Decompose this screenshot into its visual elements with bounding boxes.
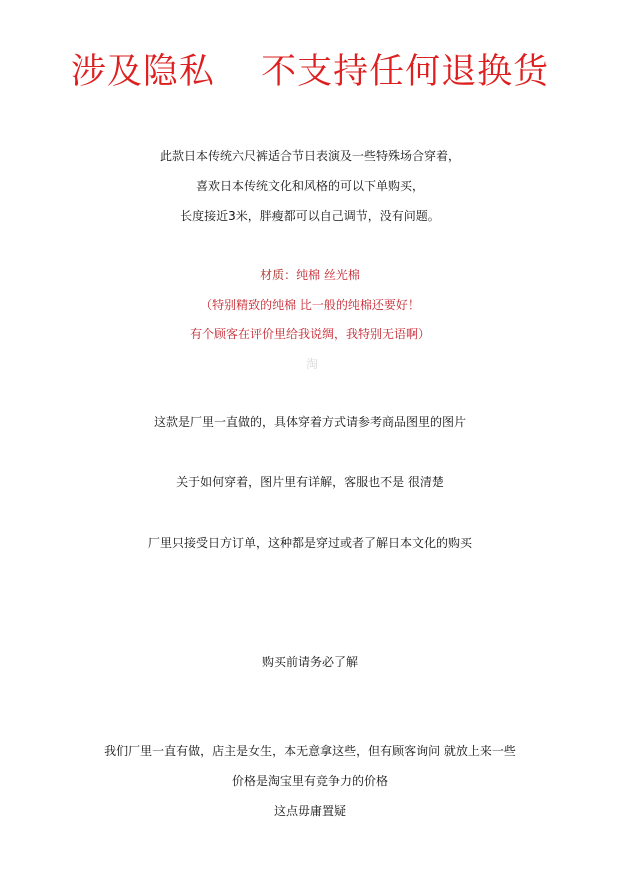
material-label: 材质： (260, 268, 297, 282)
closing-line-3: 这点毋庸置疑 (273, 804, 346, 818)
closing-line-2: 价格是淘宝里有竞争力的价格 (231, 774, 388, 788)
material-note-2: 有个顾客在评价里给我说绸，我特别无语啊） (189, 327, 430, 341)
factory-line-2: 关于如何穿着，图片里有详解，客服也不是 很清楚 (176, 475, 444, 489)
material-note-1: （特别精致的纯棉 比一般的纯棉还要好！ (200, 298, 420, 312)
intro-line-3: 长度接近3米，胖瘦都可以自己调节，没有问题。 (180, 209, 440, 223)
closing-line-1: 我们厂里一直有做，店主是女生，本无意拿这些，但有顾客询问 就放上来一些 (104, 744, 516, 758)
privacy-warning: 涉及隐私 (70, 52, 215, 92)
factory-line-3: 厂里只接受日方订单，这种都是穿过或者了解日本文化的购买 (147, 536, 472, 550)
intro-line-1: 此款日本传统六尺裤适合节日表演及一些特殊场合穿着， (159, 149, 460, 163)
no-return-warning: 不支持任何退换货 (261, 52, 550, 92)
material-value: 纯棉 丝光棉 (296, 268, 360, 282)
material-line (0, 267, 620, 283)
factory-line-1: 这款是厂里一直做的，具体穿着方式请参考商品图里的图片 (153, 415, 466, 429)
warning-headline (0, 50, 620, 94)
faint-watermark: 淘 (305, 357, 318, 371)
intro-line-2: 喜欢日本传统文化和风格的可以下单购买， (195, 179, 424, 193)
purchase-notice: 购买前请务必了解 (261, 655, 358, 669)
